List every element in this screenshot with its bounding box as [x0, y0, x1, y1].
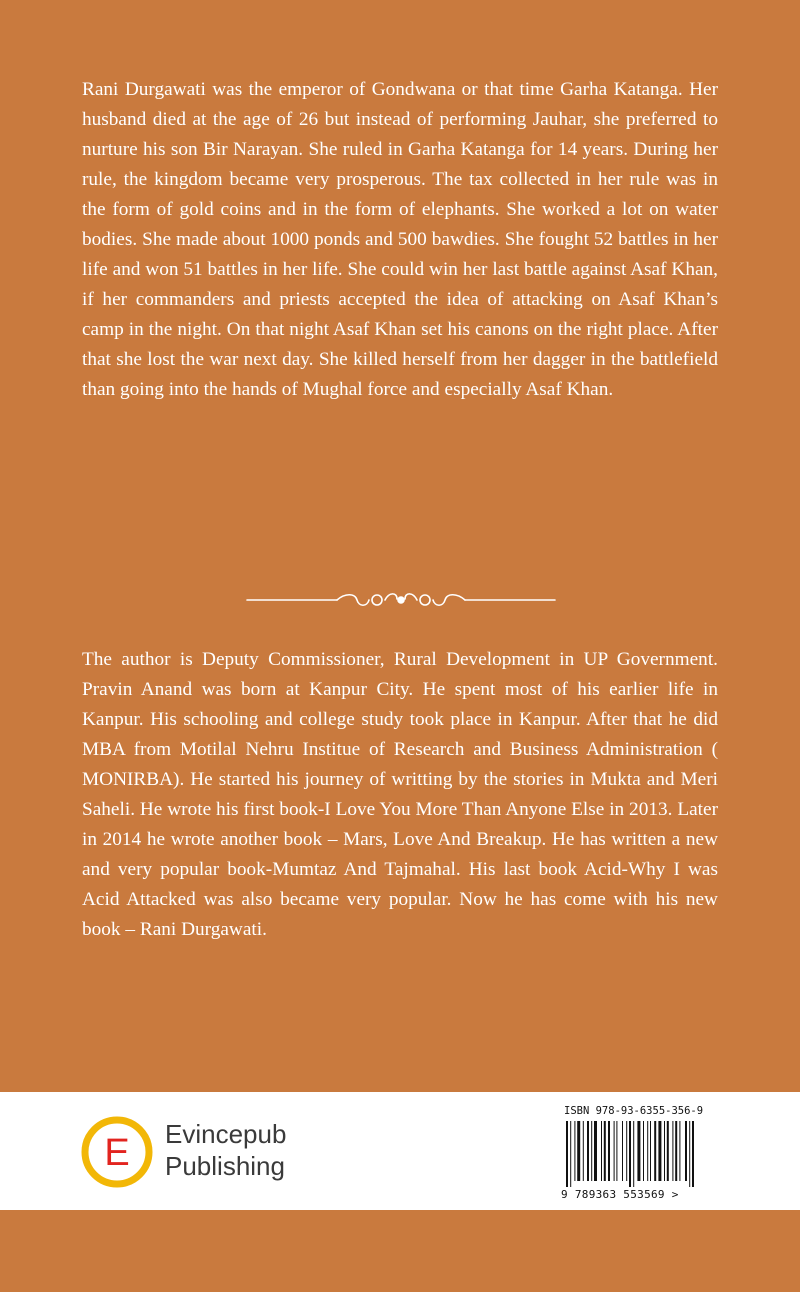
barcode-bar — [654, 1121, 656, 1181]
publisher-name-line1: Evincepub — [165, 1119, 287, 1149]
barcode-bar — [689, 1121, 690, 1187]
publisher-band — [0, 1092, 800, 1210]
barcode-box — [560, 1105, 704, 1205]
barcode-bar — [574, 1121, 575, 1181]
barcode-bar — [577, 1121, 580, 1181]
barcode-bar — [604, 1121, 606, 1181]
barcode-bar — [583, 1121, 584, 1181]
barcode-bar — [601, 1121, 602, 1181]
synopsis-paragraph: Rani Durgawati was the emperor of Gondwana or that time Garha Katanga. Her husband died at the age of 26 but instead of performing Jauhar, she preferred to nurture his son Bir Narayan. She ruled in Garha Katanga for 14 years. During her rule, the kingdom became very prosperous. The tax collected in her rule was in the form of gold coins and in the form of elephants. She worked a lot on water bodies. She made about 1000 ponds and 500 bawdies. She fought 52 battles in her life and won 51 battles in her life. She could win her last battle against Asaf Khan, if her commanders and priests accepted the idea of attacking on Asaf Khan’s camp in the night. On that night Asaf Khan set his canons on the right place. After that she lost the war next day. She killed herself from her dagger in the battlefield than going into the hands of Mughal force and especially Asaf Khan. — [82, 79, 718, 400]
barcode-bar — [647, 1121, 648, 1181]
barcode-digits: 9 789363 553569 > — [561, 1188, 679, 1201]
barcode-bar — [650, 1121, 651, 1181]
barcode-bar — [679, 1121, 680, 1181]
barcode-bar — [608, 1121, 610, 1181]
barcode-bar — [667, 1121, 669, 1181]
barcode-bar — [587, 1121, 589, 1181]
ornament-divider — [245, 585, 557, 615]
publisher-logo-icon — [80, 1115, 154, 1189]
barcode-bar — [633, 1121, 634, 1187]
publisher-name-line2: Publishing — [165, 1151, 285, 1181]
barcode-icon — [560, 1121, 700, 1187]
barcode-bar — [685, 1121, 687, 1181]
barcode-bar — [566, 1121, 568, 1187]
barcode-bar — [664, 1121, 665, 1181]
barcode-bar — [629, 1121, 631, 1187]
barcode-bar — [692, 1121, 694, 1187]
barcode-bar — [626, 1121, 627, 1181]
barcode-bar — [591, 1121, 592, 1181]
barcode-bar — [614, 1121, 615, 1181]
barcode-bar — [637, 1121, 640, 1181]
author-bio-paragraph: The author is Deputy Commissioner, Rural Development in UP Government. Pravin Anand was born at Kanpur City. He spent most of his earlier life in Kanpur. His schooling and college study took place in Kanpur. After that he did MBA from Motilal Nehru Institue of Research and Business Administration ( MONIRBA). He started his journey of writting by the stories in Mukta and Meri Saheli. He wrote his first book-I Love You More Than Anyone Else in 2013. Later in 2014 he wrote another book – Mars, Love And Breakup. He has written a new and very popular book-Mumtaz And Tajmahal. His last book Acid-Why I was Acid Attacked was also became very popular. Now he has come with his new book – Rani Durgawati. — [82, 649, 718, 940]
barcode-bar — [658, 1121, 661, 1181]
barcode-bar — [616, 1121, 617, 1181]
barcode-bar — [622, 1121, 623, 1181]
logo-letter: E — [104, 1132, 130, 1174]
publisher-name — [165, 1118, 286, 1182]
barcode-bar — [672, 1121, 673, 1181]
barcode-bar — [570, 1121, 571, 1187]
barcode-bar — [643, 1121, 644, 1181]
isbn-label: ISBN 978-93-6355-356-9 — [564, 1105, 704, 1117]
barcode-bar — [675, 1121, 677, 1181]
barcode-bar — [594, 1121, 597, 1181]
